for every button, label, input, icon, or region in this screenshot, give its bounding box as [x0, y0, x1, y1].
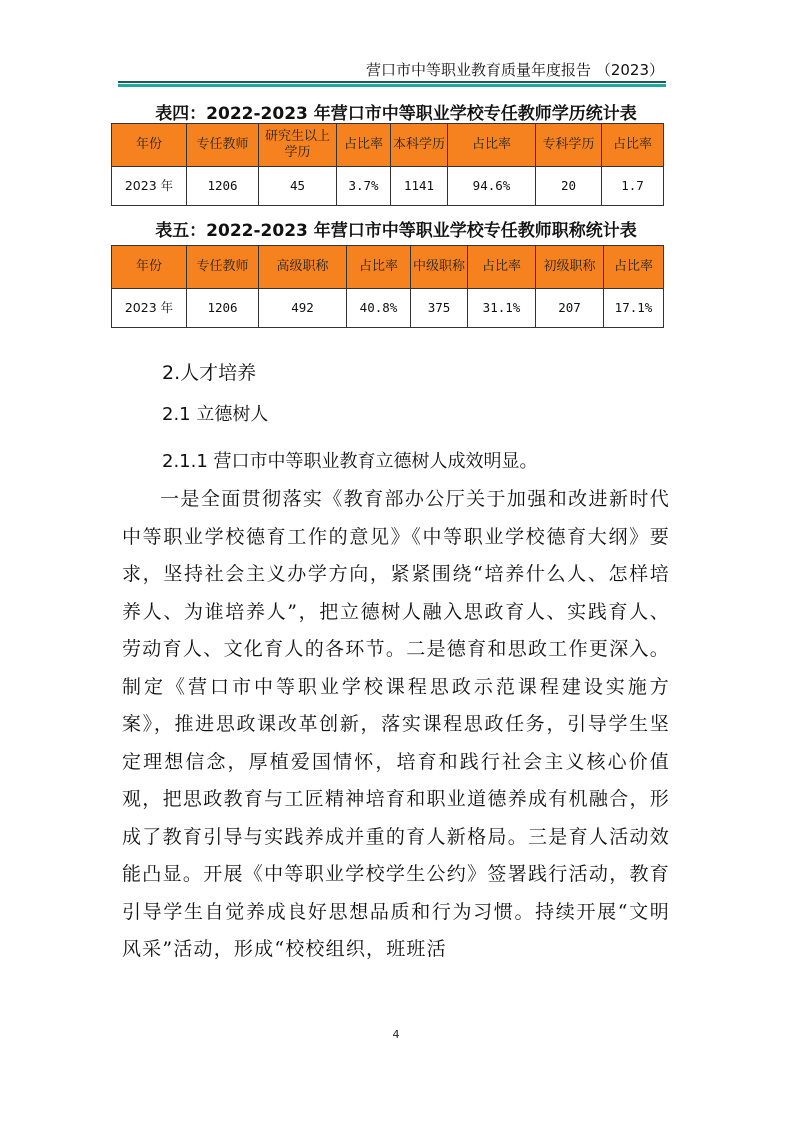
- table4-cell: 2023 年: [112, 167, 187, 206]
- table5-cell: 207: [536, 289, 604, 328]
- table4-cell: 45: [259, 167, 337, 206]
- table5-header-cell: 高级职称: [259, 246, 347, 289]
- table5-header-cell: 占比率: [468, 246, 536, 289]
- table5-header-cell: 初级职称: [536, 246, 604, 289]
- table5-cell: 2023 年: [112, 289, 187, 328]
- table4-header-cell: 专任教师: [187, 124, 259, 167]
- header-title: 营口市中等职业教育质量年度报告 （2023）: [366, 61, 664, 79]
- table4-header-cell: 研究生以上学历: [259, 124, 337, 167]
- table5-title-stats: [111, 245, 664, 328]
- body-paragraph: [122, 481, 670, 969]
- table5-header-cell: 专任教师: [187, 246, 259, 289]
- body-text: 一是全面贯彻落实《教育部办公厅关于加强和改进新时代中等职业学校德育工作的意见》《中等职业学校德育大纲》要求，坚持社会主义办学方向，紧紧围绕“培养什么人、怎样培养人、为谁培养人”，把立德树人融入思政育人、实践育人、劳动育人、文化育人的各环节。二是德育和思政工作更深入。制定《营口市中等职业学校课程思政示范课程建设实施方案》，推进思政课改革创新，落实课程思政任务，引导学生坚定理想信念，厚植爱国情怀，培育和践行社会主义核心价值观，把思政教育与工匠精神培育和职业道德养成有机融合，形成了教育引导与实践养成并重的育人新格局。三是育人活动效能凸显。开展《中等职业学校学生公约》签署践行活动，教育引导学生自觉养成良好思想品质和行为习惯。持续开展“文明风采”活动，形成“校校组织，班班活: [122, 488, 670, 960]
- table5-header-row: [112, 246, 664, 289]
- table4-education-stats: [111, 123, 664, 206]
- table4-header-cell: 占比率: [602, 124, 664, 167]
- header-rule-dark: [118, 81, 666, 83]
- table5-header-cell: 占比率: [347, 246, 411, 289]
- table5-cell: 31.1%: [468, 289, 536, 328]
- subsubsection-heading: 2.1.1 营口市中等职业教育立德树人成效明显。: [162, 451, 538, 472]
- table5-header-cell: 年份: [112, 246, 187, 289]
- table4-cell: 94.6%: [448, 167, 536, 206]
- table5-title: 表五：2022-2023 年营口市中等职业学校专任教师职称统计表: [155, 221, 637, 241]
- section-heading: 2.人才培养: [162, 362, 257, 384]
- table5-cell: 1206: [187, 289, 259, 328]
- table-row: [112, 167, 664, 206]
- table4-title: 表四：2022-2023 年营口市中等职业学校专任教师学历统计表: [155, 104, 637, 124]
- table4-cell: 3.7%: [337, 167, 391, 206]
- table5-cell: 40.8%: [347, 289, 411, 328]
- table4-cell: 20: [536, 167, 602, 206]
- table5-cell: 375: [411, 289, 468, 328]
- table4-header-cell: 本科学历: [391, 124, 448, 167]
- table5-header-cell: 中级职称: [411, 246, 468, 289]
- table4-header-cell: 占比率: [448, 124, 536, 167]
- table4-header-cell: 占比率: [337, 124, 391, 167]
- table4-header-row: [112, 124, 664, 167]
- table5-header-cell: 占比率: [604, 246, 664, 289]
- table5-cell: 492: [259, 289, 347, 328]
- table4-cell: 1141: [391, 167, 448, 206]
- table4-header-cell: 专科学历: [536, 124, 602, 167]
- table5-cell: 17.1%: [604, 289, 664, 328]
- header-rule-teal: [118, 84, 666, 87]
- page-number: 4: [392, 1028, 400, 1041]
- table4-cell: 1.7: [602, 167, 664, 206]
- table4-header-cell: 年份: [112, 124, 187, 167]
- table-row: [112, 289, 664, 328]
- subsection-heading: 2.1 立德树人: [162, 404, 269, 425]
- table4-cell: 1206: [187, 167, 259, 206]
